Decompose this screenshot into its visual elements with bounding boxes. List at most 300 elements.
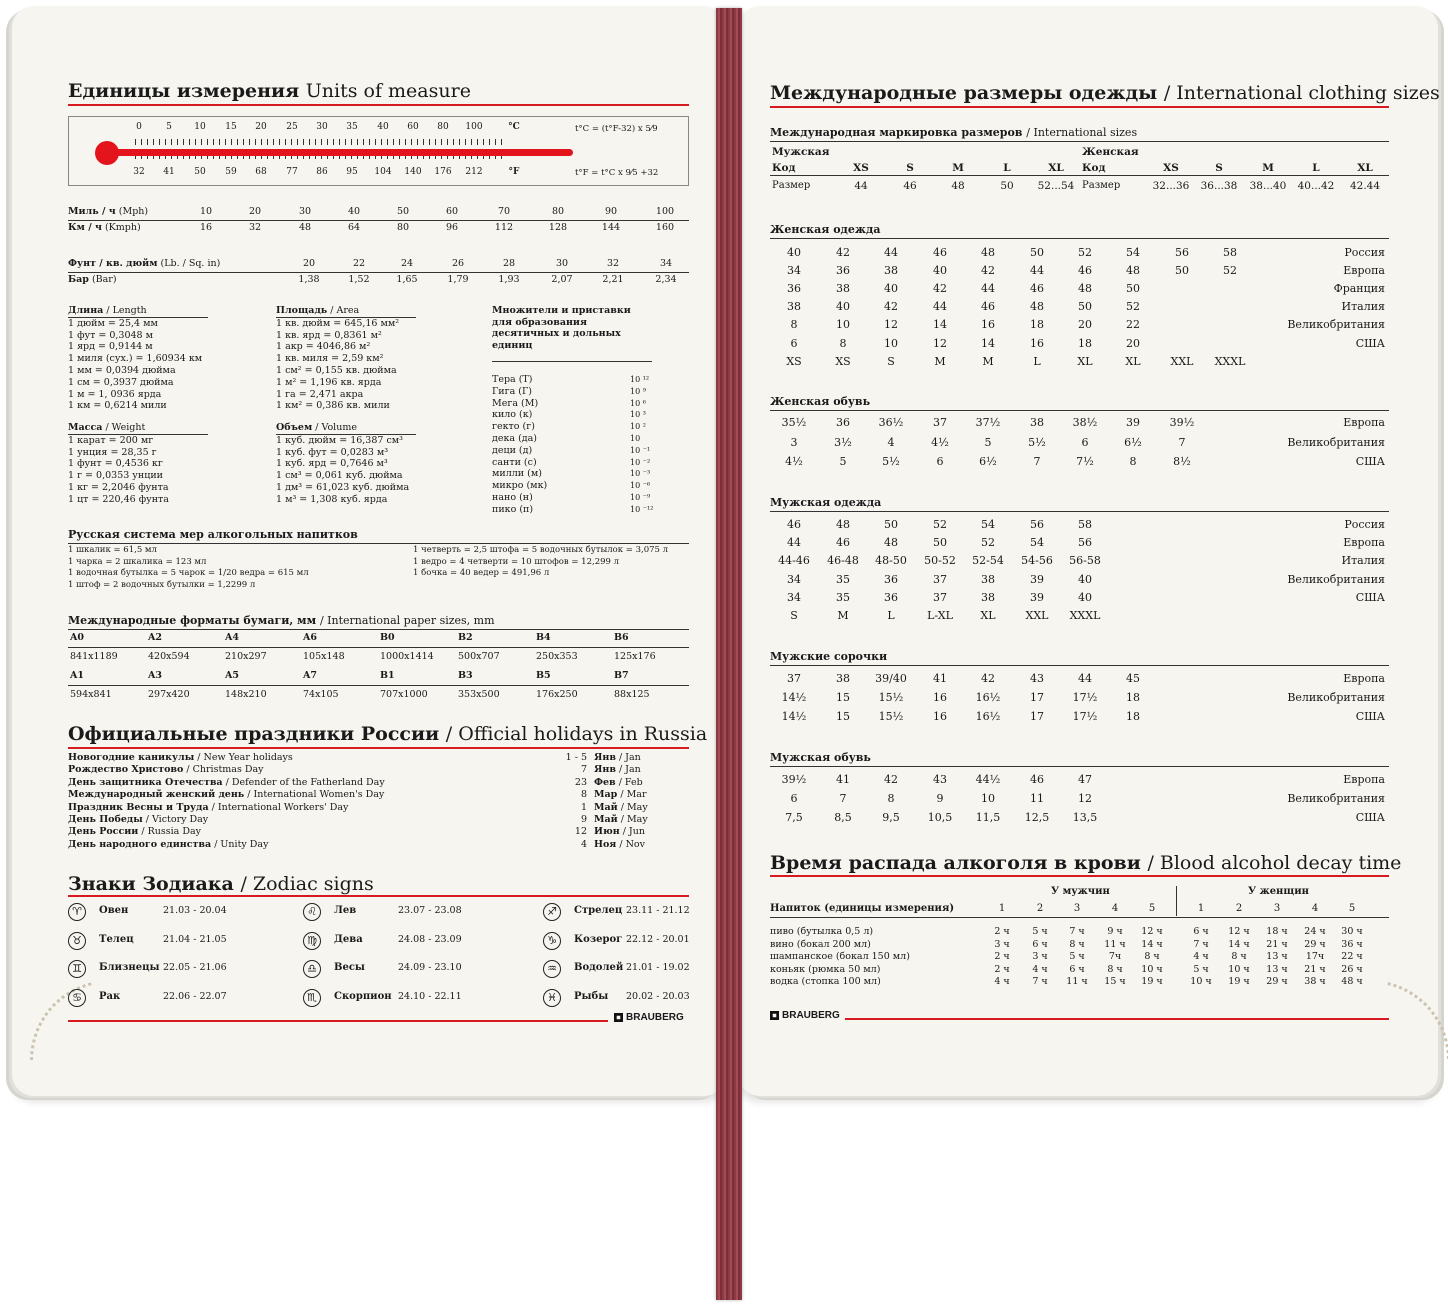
holiday-month-ru: Янв: [594, 752, 616, 763]
bac-cell: 2 ч: [994, 926, 1010, 937]
size-cell: 40: [787, 246, 801, 259]
bac-cell: 17ч: [1305, 951, 1325, 962]
size-cell: 54: [981, 518, 995, 531]
size-code: XS: [1163, 162, 1179, 174]
size-cell: XXL: [1025, 609, 1049, 622]
drink-name: коньяк (рюмка 50 мл): [770, 963, 881, 975]
bac-cell: 8 ч: [1231, 951, 1247, 962]
paper-size: 841x1189: [70, 651, 118, 662]
value-cell: 80: [551, 206, 565, 217]
zodiac-name: Рак: [99, 990, 121, 1002]
list-item: 1 акр = 4046,86 м²: [276, 341, 371, 353]
holiday-month-en: / Feb: [615, 776, 643, 788]
scale-label: 35: [346, 122, 358, 132]
prefix-value: 10 ⁹: [630, 386, 646, 396]
women-label: Женская: [1082, 146, 1139, 158]
size-cell: 46: [836, 536, 850, 550]
prefix-value: 10 ²: [630, 422, 646, 432]
size-cell: 39: [1126, 416, 1140, 429]
size-cell: 48: [1030, 300, 1044, 314]
size-cell: 37: [933, 416, 947, 429]
zodiac-name: Лев: [334, 905, 357, 916]
size-cell: 36½: [878, 416, 904, 429]
value-cell: 2,21: [602, 274, 624, 285]
size-cell: 44-46: [778, 554, 810, 568]
list-item: 1 дюйм = 25,4 мм: [68, 317, 158, 329]
size-value: 50: [1000, 180, 1014, 192]
size-cell: 6½: [1124, 435, 1142, 449]
size-cell: L: [1033, 354, 1041, 368]
paper-size: 707x1000: [380, 689, 428, 700]
holiday-month-ru: Май: [594, 814, 618, 825]
drink-name: шампанское (бокал 150 мл): [770, 951, 910, 962]
bac-cell: 11 ч: [1104, 938, 1126, 950]
size-cell: S: [887, 354, 895, 368]
drink-name: вино (бокал 200 мл): [770, 938, 871, 950]
paper-size: 74x105: [303, 689, 339, 700]
country-label: Франция: [1333, 282, 1385, 296]
country-label: Италия: [1341, 554, 1385, 568]
holiday-en: / Victory Day: [142, 814, 209, 825]
bac-cell: 4 ч: [1032, 963, 1048, 975]
value-cell: 32: [606, 258, 620, 269]
bac-cell: 7 ч: [1032, 976, 1048, 987]
size-cell: 16½: [975, 710, 1001, 723]
zodiac-dates: 21.04 - 21.05: [163, 933, 227, 945]
paper-format: A1: [70, 670, 84, 681]
list-item: 1 кв. ярд = 0,8361 м²: [276, 329, 382, 341]
bac-cell: 38 ч: [1304, 976, 1326, 987]
bac-cell: 10 ч: [1228, 963, 1250, 975]
size-cell: 44: [981, 282, 995, 296]
paper-format: A6: [303, 632, 317, 643]
prefix-name: пико (п): [492, 503, 534, 515]
zodiac-name: Рыбы: [574, 990, 609, 1002]
holiday-ru: День Победы: [68, 814, 143, 825]
brand-logo: BRAUBERG: [770, 1010, 840, 1021]
size-cell: 9: [936, 792, 944, 805]
holiday-en: / Defender of the Fatherland Day: [222, 776, 385, 788]
size-cell: 17: [1030, 710, 1044, 723]
size-cell: 4½: [785, 455, 803, 468]
scale-label: 30: [316, 122, 328, 132]
value-cell: 50: [396, 206, 410, 217]
bac-cell: 8 ч: [1069, 938, 1085, 950]
size-cell: 40: [836, 300, 850, 314]
paper-format: B4: [536, 632, 551, 643]
holiday-en: / Unity Day: [211, 838, 269, 850]
size-cell: 7½: [1076, 455, 1094, 468]
size-cell: 8: [839, 336, 847, 350]
country-label: США: [1355, 710, 1385, 723]
weight-block: Масса / Weight 1 карат = 200 мг 1 унция = 28,35 г 1 фунт = 0,4536 кг 1 г = 0,0353 унции 1 кг = 2,2046 фунта 1 цт = 220,46 фунта: [68, 422, 208, 506]
value-cell: 100: [655, 206, 675, 217]
zodiac-name: Козерог: [574, 933, 623, 945]
size-cell: 7: [1178, 435, 1186, 449]
bac-cell: 12 ч: [1141, 926, 1163, 937]
bac-cell: 7ч: [1108, 951, 1122, 962]
paper-format: B1: [380, 670, 395, 681]
size-cell: 37: [933, 590, 947, 604]
zodiac-name: Водолей: [574, 962, 624, 974]
value-cell: 1,52: [348, 274, 370, 285]
size-table-title: Женская обувь: [770, 395, 871, 408]
holiday-month-ru: Май: [594, 801, 618, 813]
value-cell: 22: [352, 258, 366, 269]
drink-header: Напиток (единицы измерения): [770, 903, 955, 914]
code-label: Код: [772, 162, 796, 174]
size-cell: 5: [984, 435, 992, 449]
bac-cell: 11 ч: [1066, 976, 1088, 987]
size-cell: 7: [1033, 455, 1041, 468]
volume-block: Объем / Volume 1 куб. дюйм = 16,387 см³ 1 куб. фут = 0,0283 м³ 1 куб. ярд = 0,7646 м³ 1 см³ = 0,061 куб. дюйма 1 дм³ = 61,023 куб. дюйма 1 м³ = 1,308 куб. ярда: [276, 422, 416, 506]
size-value: 40...42: [1297, 180, 1335, 192]
bac-cell: 48 ч: [1341, 976, 1363, 987]
intl-sizes-table: [770, 144, 1389, 204]
size-cell: 6: [1081, 435, 1089, 449]
size-cell: 35: [836, 572, 850, 586]
unit-num: 3: [1073, 903, 1081, 914]
size-code: M: [952, 162, 964, 174]
size-cell: 3½: [834, 435, 852, 449]
scale-label: 86: [316, 167, 328, 177]
paper-size: 105x148: [303, 651, 345, 662]
bac-cell: 19 ч: [1228, 976, 1250, 987]
zodiac-name: Близнецы: [99, 962, 160, 974]
size-cell: 40: [884, 282, 898, 296]
size-cell: M: [982, 354, 994, 368]
size-cell: 46: [1078, 264, 1092, 278]
size-cell: 36: [884, 572, 898, 586]
list-item: 1 см = 0,3937 дюйма: [68, 376, 174, 388]
holiday-en: / International Workers' Day: [208, 801, 349, 813]
size-cell: 12: [884, 318, 898, 332]
size-cell: 18: [1126, 691, 1140, 704]
scale-label: 212: [465, 167, 483, 177]
size-cell: 39½: [781, 773, 807, 786]
list-item: 1 куб. ярд = 0,7646 м³: [276, 458, 388, 470]
list-item: 1 га = 2,471 акра: [276, 388, 364, 400]
list-item: 1 м³ = 1,308 куб. ярда: [276, 493, 388, 505]
size-cell: S: [790, 609, 798, 622]
value-cell: 48: [298, 222, 312, 233]
country-label: Россия: [1344, 246, 1385, 259]
size-cell: 6: [936, 455, 944, 468]
size-cell: 11: [1030, 792, 1044, 805]
holiday-month-ru: Янв: [594, 764, 616, 776]
size-value: 52...54: [1037, 180, 1075, 192]
size-cell: 42: [884, 773, 898, 786]
size-cell: 17: [1030, 691, 1044, 704]
size-cell: L: [887, 609, 895, 622]
bac-cell: 6 ч: [1069, 963, 1085, 975]
bac-cell: 26 ч: [1341, 963, 1363, 975]
size-cell: XXXL: [1214, 354, 1246, 368]
scale-label: 50: [194, 167, 206, 177]
bac-cell: 5 ч: [1069, 951, 1085, 962]
size-cell: 42: [981, 264, 995, 278]
scale-label: 77: [286, 167, 298, 177]
size-cell: 10,5: [927, 811, 953, 824]
size-cell: 17½: [1072, 710, 1098, 723]
size-cell: 5½: [1028, 435, 1046, 449]
value-cell: 2,07: [551, 274, 573, 285]
size-cell: 56-58: [1069, 554, 1101, 568]
prefix-value: 10 ¹²: [630, 375, 650, 384]
size-label: Размер: [1082, 180, 1121, 191]
size-cell: 50: [884, 518, 898, 531]
prefix-name: дека (да): [492, 432, 538, 444]
zodiac-name: Овен: [99, 905, 129, 916]
size-cell: 14½: [781, 710, 807, 723]
size-cell: 52: [1126, 300, 1140, 314]
measure-item: 1 чарка = 2 шкалика = 123 мл: [68, 556, 207, 567]
size-cell: 50: [1126, 282, 1140, 296]
holiday-ru: Праздник Весны и Труда: [68, 801, 209, 813]
zodiac-dates: 22.06 - 22.07: [163, 990, 227, 1002]
size-cell: 48-50: [875, 554, 907, 568]
bac-cell: 13 ч: [1266, 963, 1288, 975]
size-cell: 58: [1078, 518, 1092, 531]
scale-label: 60: [407, 122, 419, 132]
bac-cell: 29 ч: [1266, 976, 1288, 987]
paper-size: 125x176: [614, 651, 656, 662]
size-cell: 42: [884, 300, 898, 314]
scale-label: 104: [374, 167, 392, 177]
size-code: S: [1215, 162, 1223, 174]
value-cell: 144: [601, 222, 621, 233]
size-cell: XS: [786, 354, 802, 368]
paper-size: 594x841: [70, 689, 112, 700]
size-cell: 6: [790, 792, 798, 805]
rule: [770, 175, 1389, 176]
size-cell: 7,5: [785, 811, 803, 824]
value-cell: 70: [497, 206, 511, 217]
holiday-month-ru: Июн: [594, 826, 620, 838]
unit-num: 2: [1036, 903, 1044, 914]
size-cell: 34: [787, 264, 801, 278]
holiday-month-ru: Фев: [594, 776, 616, 788]
zodiac-dates: 22.05 - 21.06: [163, 962, 227, 974]
paper-format: B3: [458, 670, 473, 681]
zodiac-icon: ♓: [543, 989, 561, 1007]
size-cell: 38: [981, 572, 995, 586]
size-cell: 44: [884, 246, 898, 259]
measure-item: 1 водочная бутылка = 5 чарок = 1/20 ведра = 615 мл: [68, 568, 309, 579]
prefix-name: санти (с): [492, 456, 537, 468]
zodiac-icon: ♎: [303, 960, 321, 978]
zodiac-dates: 22.12 - 20.01: [626, 933, 690, 945]
value-cell: 64: [347, 222, 361, 233]
country-label: США: [1355, 455, 1385, 468]
size-cell: 37½: [975, 416, 1001, 429]
size-cell: 44: [1078, 672, 1092, 685]
prefix-name: гекто (г): [492, 421, 535, 433]
list-item: 1 дм³ = 61,023 куб. дюйма: [276, 481, 410, 493]
holiday-day: 7: [580, 764, 587, 776]
holiday-month-ru: Ноя: [594, 838, 617, 850]
size-cell: 5½: [882, 455, 900, 468]
list-item: 1 м = 1, 0936 ярда: [68, 388, 162, 400]
bac-cell: 24 ч: [1304, 926, 1326, 937]
value-cell: 80: [396, 222, 410, 233]
value-cell: 10: [199, 206, 213, 217]
holiday-en: / New Year holidays: [194, 752, 293, 763]
size-cell: 39: [1030, 590, 1044, 604]
zodiac-icon: ♈: [68, 903, 86, 921]
zodiac-icon: ♊: [68, 960, 86, 978]
size-cell: 56: [1078, 536, 1092, 550]
bac-cell: 21 ч: [1304, 963, 1326, 975]
size-cell: 58: [1223, 246, 1237, 259]
holiday-month-en: / May: [617, 814, 648, 825]
holiday-en: / International Women's Day: [244, 789, 385, 801]
size-label: Размер: [772, 180, 811, 191]
area-block: Площадь / Area 1 кв. дюйм = 645,16 мм² 1 кв. ярд = 0,8361 м² 1 акр = 4046,86 м² 1 кв. миля = 2,59 км² 1 см² = 0,155 кв. дюйма 1 м² = 1,196 кв. ярда 1 га = 2,471 акра 1 км² = 0,386 кв. мили: [276, 305, 416, 412]
size-cell: 52: [981, 536, 995, 550]
prefix-value: 10 ³: [630, 410, 646, 420]
row-label-ru: Бар: [68, 274, 89, 285]
holiday-ru: Международный женский день: [68, 789, 245, 801]
size-cell: 43: [933, 773, 947, 786]
bac-cell: 8 ч: [1107, 963, 1123, 975]
list-item: 1 км² = 0,386 кв. мили: [276, 400, 390, 412]
bac-table: [770, 884, 1389, 994]
list-item: 1 км = 0,6214 мили: [68, 400, 167, 412]
holiday-month-en: / Jun: [619, 826, 645, 838]
size-cell: 39: [1030, 572, 1044, 586]
row-label-en: (Mph): [115, 206, 149, 217]
size-cell: 54-56: [1021, 554, 1053, 568]
holiday-month-en: / Nov: [616, 838, 645, 850]
size-cell: 6½: [979, 455, 997, 468]
size-table-title: Женская одежда: [770, 223, 881, 236]
zodiac-title: Знаки Зодиака / Zodiac signs: [68, 873, 374, 895]
size-cell: 10: [836, 318, 850, 332]
paper-size: 420x594: [148, 651, 190, 662]
size-cell: 43: [1030, 672, 1044, 685]
paper-format: A0: [70, 632, 84, 643]
size-cell: 11,5: [975, 811, 1001, 824]
zodiac-name: Скорпион: [334, 990, 392, 1002]
list-item: 1 куб. дюйм = 16,387 см³: [276, 434, 403, 446]
size-cell: 38: [981, 590, 995, 604]
size-cell: 56: [1030, 518, 1044, 531]
row-label-ru: Миль / ч: [68, 206, 116, 217]
bac-cell: 2 ч: [994, 963, 1010, 975]
scale-unit: °C: [508, 122, 520, 132]
holiday-month-en: / Mar: [617, 789, 647, 801]
value-cell: 24: [400, 258, 414, 269]
measure-item: 1 бочка = 40 ведер = 491,96 л: [413, 568, 550, 579]
bac-cell: 19 ч: [1141, 976, 1163, 987]
size-cell: 46: [933, 246, 947, 259]
row-label-en: (Bar): [88, 274, 117, 285]
scale-label: 41: [163, 167, 175, 177]
size-cell: 40: [933, 264, 947, 278]
value-cell: 20: [302, 258, 316, 269]
size-cell: 48: [836, 518, 850, 531]
women-label: У женщин: [1248, 886, 1309, 897]
size-cell: 15: [836, 691, 850, 704]
size-cell: 18: [1078, 336, 1092, 350]
size-cell: 36: [884, 590, 898, 604]
size-value: 38...40: [1249, 180, 1287, 192]
unit-num: 1: [998, 903, 1006, 914]
size-cell: 13,5: [1072, 811, 1098, 824]
holiday-month-en: / May: [617, 801, 648, 813]
size-cell: 50-52: [924, 554, 956, 568]
holiday-month-ru: Мар: [594, 789, 618, 801]
size-cell: 46-48: [827, 554, 859, 568]
size-cell: 48: [884, 536, 898, 550]
size-cell: 48: [981, 246, 995, 259]
code-label: Код: [1082, 162, 1106, 174]
size-cell: 8,5: [834, 811, 852, 824]
size-cell: 54: [1030, 536, 1044, 550]
clothing-title: Международные размеры одежды / International clothing sizes: [770, 82, 1440, 104]
prefix-value: 10 ⁻¹²: [630, 504, 654, 514]
size-code: XL: [1357, 162, 1373, 174]
rule: [770, 511, 1389, 512]
size-cell: 12: [933, 336, 947, 350]
vertical-divider: [1176, 886, 1177, 916]
size-table-title: Мужские сорочки: [770, 650, 888, 663]
size-cell: 34: [787, 572, 801, 586]
measure-item: 1 четверть = 2,5 штофа = 5 водочных бутылок = 3,075 л: [413, 545, 669, 555]
prefix-name: Мега (М): [492, 397, 539, 409]
holiday-month-en: / Jan: [615, 752, 641, 763]
prefix-name: кило (к): [492, 409, 533, 421]
value-cell: 96: [445, 222, 459, 233]
unit-num: 5: [1348, 903, 1356, 914]
size-cell: 8: [790, 318, 798, 332]
bac-cell: 7 ч: [1193, 938, 1209, 950]
holiday-ru: Рождество Христово: [68, 764, 184, 776]
size-cell: 52: [1223, 264, 1237, 278]
value-cell: 1,65: [396, 274, 418, 285]
size-cell: 44: [933, 300, 947, 314]
zodiac-dates: 21.01 - 19.02: [626, 962, 690, 974]
bac-cell: 13 ч: [1266, 951, 1288, 962]
prefix-value: 10 ⁻⁶: [630, 481, 651, 491]
paper-size: 88x125: [614, 689, 650, 700]
size-cell: 18: [1126, 710, 1140, 723]
list-item: 1 цт = 220,46 фунта: [68, 493, 169, 505]
paper-format: A3: [148, 670, 162, 681]
size-cell: 40: [1078, 590, 1092, 604]
size-code: M: [1262, 162, 1274, 174]
size-value: 42.44: [1349, 180, 1381, 192]
size-cell: 20: [1126, 336, 1140, 350]
list-item: 1 г = 0,0353 унции: [68, 470, 163, 482]
size-cell: 44: [787, 536, 801, 550]
size-cell: 42: [933, 282, 947, 296]
prefix-value: 10 ⁻²: [630, 457, 651, 467]
rule: [770, 238, 1389, 239]
unit-num: 4: [1111, 903, 1119, 914]
size-cell: 14: [933, 318, 947, 332]
zodiac-icon: ♉: [68, 932, 86, 950]
paper-size: 1000x1414: [380, 651, 434, 662]
size-cell: 35½: [781, 416, 807, 429]
size-cell: 54: [1126, 246, 1140, 259]
prefix-name: Тера (Т): [492, 374, 533, 385]
bac-cell: 10 ч: [1141, 963, 1163, 975]
bac-cell: 6 ч: [1032, 938, 1048, 950]
country-label: Европа: [1343, 416, 1385, 429]
value-cell: 1,79: [447, 274, 469, 285]
